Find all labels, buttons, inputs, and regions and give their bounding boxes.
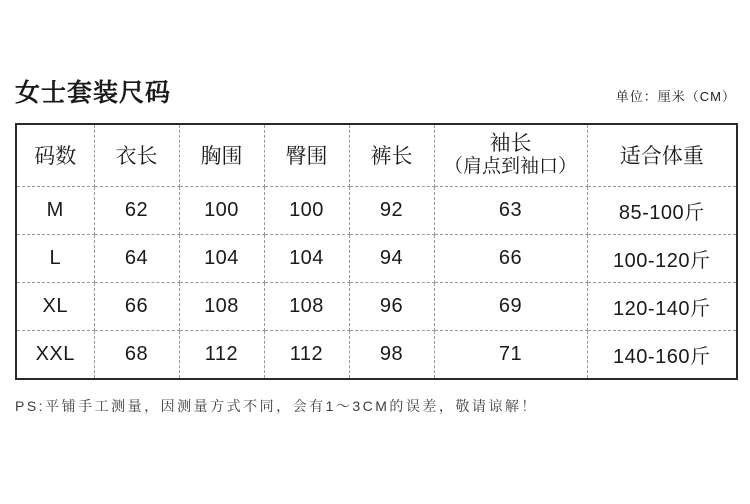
cell-size: L — [16, 235, 94, 283]
cell-pants: 96 — [349, 283, 434, 331]
cell-sleeve: 69 — [434, 283, 587, 331]
cell-weight: 85-100斤 — [587, 187, 737, 235]
table-row — [16, 283, 737, 331]
cell-bust: 104 — [179, 235, 264, 283]
cell-size: XL — [16, 283, 94, 331]
column-header-pants: 裤长 — [349, 124, 434, 187]
column-header-hip: 臀围 — [264, 124, 349, 187]
cell-pants: 98 — [349, 331, 434, 379]
cell-hip: 112 — [264, 331, 349, 379]
column-header-weight: 适合体重 — [587, 124, 737, 187]
table-row — [16, 331, 737, 379]
table-row — [16, 235, 737, 283]
table-row — [16, 187, 737, 235]
cell-weight: 100-120斤 — [587, 235, 737, 283]
cell-size: M — [16, 187, 94, 235]
cell-length: 64 — [94, 235, 179, 283]
sleeve-header-main: 袖长 — [489, 132, 532, 156]
cell-length: 62 — [94, 187, 179, 235]
cell-bust: 100 — [179, 187, 264, 235]
cell-size: XXL — [16, 331, 94, 379]
cell-pants: 92 — [349, 187, 434, 235]
cell-hip: 104 — [264, 235, 349, 283]
cell-hip: 108 — [264, 283, 349, 331]
cell-weight: 140-160斤 — [587, 331, 737, 379]
size-table — [15, 123, 738, 380]
cell-length: 68 — [94, 331, 179, 379]
cell-bust: 108 — [179, 283, 264, 331]
sleeve-header-sub: （肩点到袖口） — [443, 156, 577, 178]
column-header-size: 码数 — [16, 124, 94, 187]
measurement-note: PS:平铺手工测量，因测量方式不同，会有1～3CM的误差，敬请谅解！ — [15, 397, 538, 414]
cell-sleeve: 63 — [434, 187, 587, 235]
column-header-sleeve — [434, 124, 587, 187]
cell-bust: 112 — [179, 331, 264, 379]
table-header-row — [16, 124, 737, 187]
cell-length: 66 — [94, 283, 179, 331]
cell-weight: 120-140斤 — [587, 283, 737, 331]
column-header-length: 衣长 — [94, 124, 179, 187]
page-title: 女士套装尺码 — [15, 79, 172, 107]
cell-hip: 100 — [264, 187, 349, 235]
cell-pants: 94 — [349, 235, 434, 283]
column-header-bust: 胸围 — [179, 124, 264, 187]
cell-sleeve: 71 — [434, 331, 587, 379]
page-header — [15, 80, 736, 108]
cell-sleeve: 66 — [434, 235, 587, 283]
unit-label: 单位：厘米（CM） — [615, 88, 736, 104]
